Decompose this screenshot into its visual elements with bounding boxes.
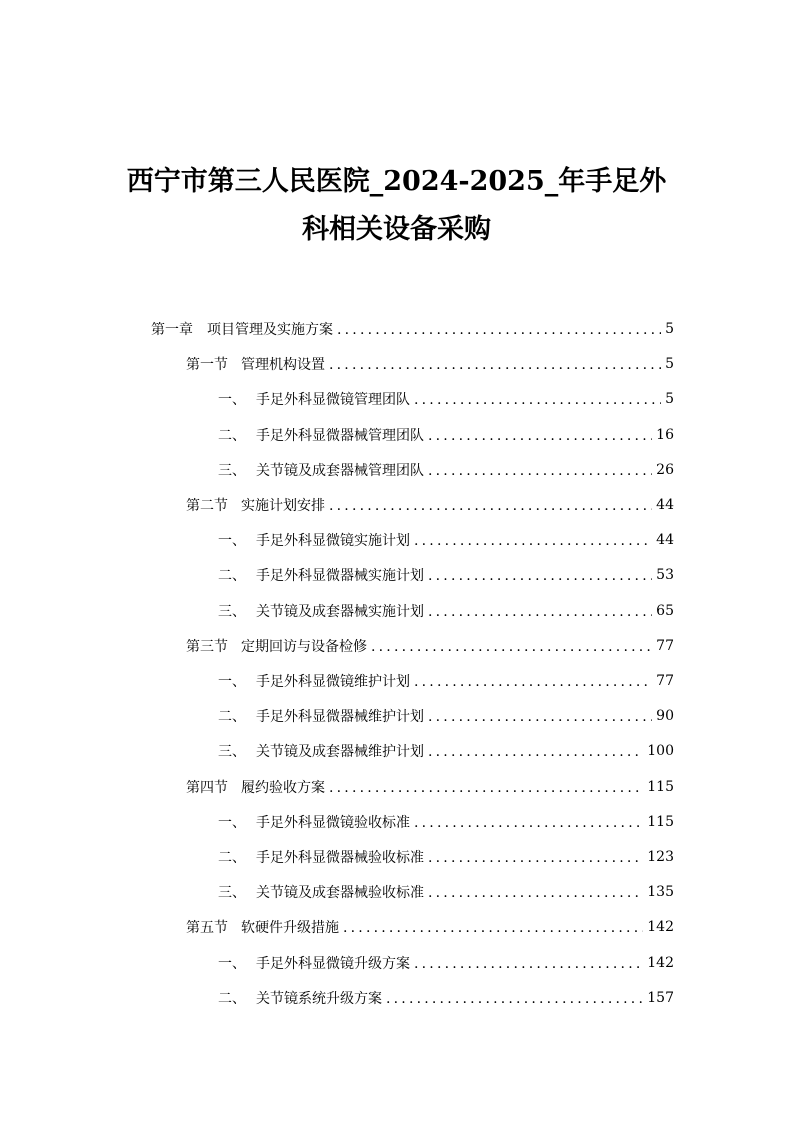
toc-dot-leader bbox=[428, 885, 643, 901]
toc-dot-leader bbox=[329, 357, 661, 373]
toc-entry-title: 定期回访与设备检修 bbox=[241, 638, 367, 655]
toc-entry-number: 一、 bbox=[218, 533, 246, 550]
toc-entry[interactable] bbox=[186, 490, 674, 520]
toc-dot-leader bbox=[343, 920, 643, 936]
toc-entry-title: 关节镜及成套器械实施计划 bbox=[256, 603, 424, 620]
toc-entry-number: 二、 bbox=[218, 990, 246, 1007]
toc-entry-number: 第五节 bbox=[186, 920, 228, 937]
toc-dot-leader bbox=[414, 956, 643, 972]
toc-entry-title: 项目管理及实施方案 bbox=[207, 322, 333, 338]
toc-entry[interactable] bbox=[218, 842, 674, 872]
toc-entry-page-number: 142 bbox=[647, 919, 674, 936]
toc-entry-number: 二、 bbox=[218, 568, 246, 585]
toc-entry-page-number: 5 bbox=[665, 356, 674, 373]
toc-entry-page-number: 53 bbox=[656, 567, 674, 584]
toc-entry-title: 手足外科显微器械实施计划 bbox=[256, 568, 424, 585]
toc-entry-page-number: 44 bbox=[656, 497, 674, 513]
toc-dot-leader bbox=[428, 428, 652, 444]
toc-entry-page-number: 5 bbox=[665, 391, 674, 408]
toc-entry-title: 关节镜及成套器械管理团队 bbox=[256, 462, 424, 479]
toc-entry-page-number: 44 bbox=[656, 532, 674, 549]
toc-entry-title: 手足外科显微器械验收标准 bbox=[256, 850, 424, 866]
toc-entry[interactable] bbox=[218, 596, 674, 626]
toc-entry-title: 管理机构设置 bbox=[241, 357, 325, 374]
toc-entry-number: 二、 bbox=[218, 850, 246, 866]
toc-entry-number: 一、 bbox=[218, 814, 246, 831]
toc-entry-page-number: 90 bbox=[656, 708, 674, 725]
toc-entry[interactable] bbox=[186, 349, 674, 379]
toc-entry-title: 关节镜及成套器械维护计划 bbox=[256, 744, 424, 761]
toc-entry-title: 关节镜及成套器械验收标准 bbox=[256, 885, 424, 902]
toc-entry[interactable] bbox=[218, 560, 674, 590]
toc-entry-number: 三、 bbox=[218, 744, 246, 761]
toc-dot-leader bbox=[329, 498, 652, 514]
toc-dot-leader bbox=[371, 639, 652, 655]
toc-entry-number: 三、 bbox=[218, 603, 246, 620]
toc-entry[interactable] bbox=[186, 912, 674, 942]
toc-entry-number: 一、 bbox=[218, 674, 246, 690]
toc-dot-leader bbox=[337, 322, 661, 338]
toc-entry-title: 实施计划安排 bbox=[241, 498, 325, 514]
toc-dot-leader bbox=[414, 392, 661, 408]
toc-dot-leader bbox=[428, 568, 652, 584]
toc-dot-leader bbox=[414, 533, 652, 549]
toc-entry[interactable] bbox=[218, 807, 674, 837]
toc-entry[interactable] bbox=[218, 525, 674, 555]
toc-dot-leader bbox=[428, 744, 643, 760]
document-title-line-2: 科相关设备采购 bbox=[302, 214, 491, 245]
toc-entry-title: 手足外科显微器械管理团队 bbox=[256, 427, 424, 444]
toc-dot-leader bbox=[414, 674, 652, 690]
toc-entry[interactable] bbox=[186, 631, 674, 661]
toc-entry-number: 第一章 bbox=[151, 322, 193, 338]
toc-entry-page-number: 65 bbox=[656, 602, 674, 619]
toc-entry-title: 履约验收方案 bbox=[241, 779, 325, 796]
toc-entry-page-number: 142 bbox=[647, 954, 674, 971]
toc-entry-page-number: 77 bbox=[656, 637, 674, 654]
toc-entry-title: 手足外科显微镜实施计划 bbox=[256, 533, 410, 550]
toc-entry-page-number: 135 bbox=[647, 884, 674, 901]
toc-entry-page-number: 115 bbox=[647, 778, 674, 795]
toc-entry-title: 手足外科显微镜验收标准 bbox=[256, 814, 410, 831]
toc-dot-leader bbox=[329, 780, 643, 796]
toc-entry-title: 手足外科显微镜管理团队 bbox=[256, 392, 410, 409]
toc-dot-leader bbox=[414, 815, 643, 831]
toc-entry-page-number: 77 bbox=[656, 673, 674, 689]
toc-entry-page-number: 123 bbox=[647, 849, 674, 865]
toc-entry[interactable] bbox=[218, 384, 674, 414]
toc-entry-number: 一、 bbox=[218, 955, 246, 972]
document-title bbox=[100, 158, 693, 254]
toc-entry-page-number: 5 bbox=[665, 321, 674, 337]
toc-entry[interactable] bbox=[218, 420, 674, 450]
toc-entry-page-number: 115 bbox=[647, 813, 674, 830]
toc-entry-number: 一、 bbox=[218, 392, 246, 409]
toc-entry-number: 第三节 bbox=[186, 638, 228, 655]
toc-dot-leader bbox=[386, 991, 643, 1007]
toc-entry-title: 手足外科显微镜维护计划 bbox=[256, 674, 410, 690]
toc-entry-number: 第二节 bbox=[186, 498, 228, 514]
toc-entry-page-number: 26 bbox=[656, 461, 674, 478]
toc-entry-number: 二、 bbox=[218, 709, 246, 726]
toc-entry[interactable] bbox=[218, 983, 674, 1013]
toc-dot-leader bbox=[428, 463, 652, 479]
toc-entry-title: 手足外科显微器械维护计划 bbox=[256, 709, 424, 726]
toc-entry-page-number: 157 bbox=[647, 989, 674, 1006]
toc-dot-leader bbox=[428, 850, 643, 866]
toc-entry-title: 关节镜系统升级方案 bbox=[256, 990, 382, 1007]
toc-entry-number: 三、 bbox=[218, 885, 246, 902]
toc-entry-number: 第一节 bbox=[186, 357, 228, 374]
toc-entry[interactable] bbox=[218, 666, 674, 696]
toc-entry-number: 第四节 bbox=[186, 779, 228, 796]
document-title-line-1: 西宁市第三人民医院_2024-2025_年手足外 bbox=[126, 166, 667, 197]
toc-entry[interactable] bbox=[218, 877, 674, 907]
toc-entry[interactable] bbox=[151, 314, 674, 344]
toc-entry-title: 软硬件升级措施 bbox=[241, 920, 339, 937]
toc-entry[interactable] bbox=[186, 772, 674, 802]
toc-dot-leader bbox=[428, 604, 652, 620]
toc-entry-title: 手足外科显微镜升级方案 bbox=[256, 955, 410, 972]
toc-entry[interactable] bbox=[218, 701, 674, 731]
toc-entry[interactable] bbox=[218, 948, 674, 978]
toc-entry-number: 三、 bbox=[218, 462, 246, 479]
toc-dot-leader bbox=[428, 709, 652, 725]
toc-entry-number: 二、 bbox=[218, 427, 246, 444]
toc-entry[interactable] bbox=[218, 736, 674, 766]
toc-entry-page-number: 16 bbox=[656, 426, 674, 443]
toc-entry[interactable] bbox=[218, 455, 674, 485]
toc-entry-page-number: 100 bbox=[647, 743, 674, 760]
